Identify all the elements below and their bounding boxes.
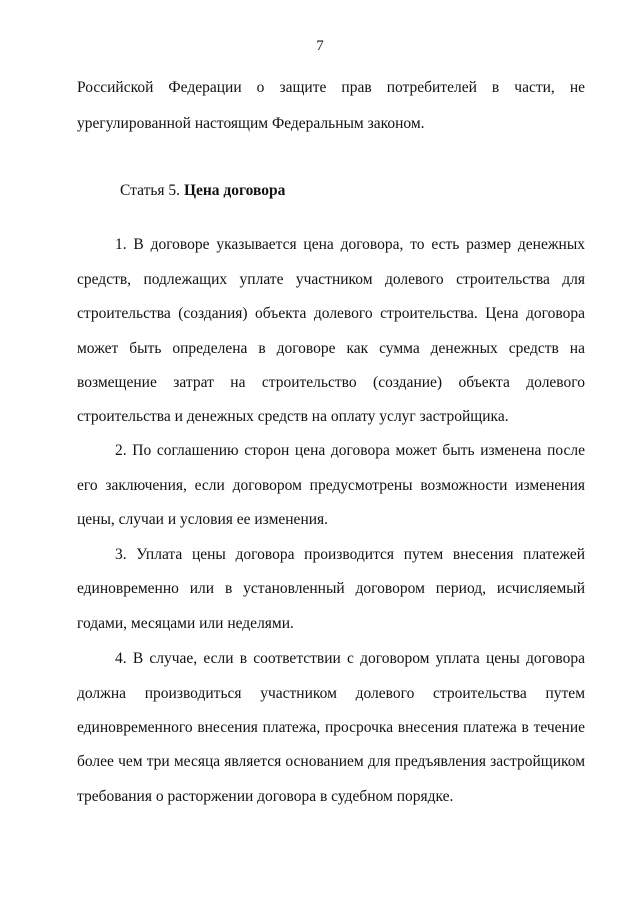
paragraph-4-line: 4. В случае, если в соответствии с договором уплата цены договора [115,650,585,667]
paragraph-4-line: должна производиться участником долевого строительства путем [77,685,585,702]
paragraph-1-line: 1. В договоре указывается цена договора, то есть размер денежных [115,236,585,253]
paragraph-2-line: цены, случаи и условия ее изменения. [77,511,329,528]
paragraph-1-line: возмещение затрат на строительство (создание) объекта долевого [77,374,585,391]
paragraph-1-line: может быть определена в договоре как сумма денежных средств на [77,340,585,357]
article-title: Цена договора [183,182,286,199]
paragraph-3-line: 3. Уплата цены договора производится путем внесения платежей [115,546,585,563]
paragraph-4-line: требования о расторжении договора в судебном порядке. [77,788,454,805]
intro-line: Российской Федерации о защите прав потребителей в части, не [77,79,585,96]
article-heading [120,181,285,201]
paragraph-1-line: строительства и денежных средств на оплату услуг застройщика. [77,408,509,425]
intro-line: урегулированной настоящим Федеральным законом. [77,115,425,132]
paragraph-1-line: строительства (создания) объекта долевого строительства. Цена договора [77,305,585,322]
paragraph-4-line: более чем три месяца является основанием для предъявления застройщиком [77,753,585,770]
paragraph-4-line: единовременного внесения платежа, просрочка внесения платежа в течение [77,719,585,736]
paragraph-2-line: 2. По соглашению сторон цена договора может быть изменена после [115,442,585,459]
article-prefix: Статья 5. [120,182,184,199]
paragraph-1-line: средств, подлежащих уплате участником долевого строительства для [77,271,585,288]
paragraph-3-line: годами, месяцами или неделями. [77,615,294,632]
paragraph-3-line: единовременно или в установленный договором период, исчисляемый [77,580,585,597]
page-number: 7 [316,38,324,54]
paragraph-2-line: его заключения, если договором предусмотрены возможности изменения [77,477,585,494]
